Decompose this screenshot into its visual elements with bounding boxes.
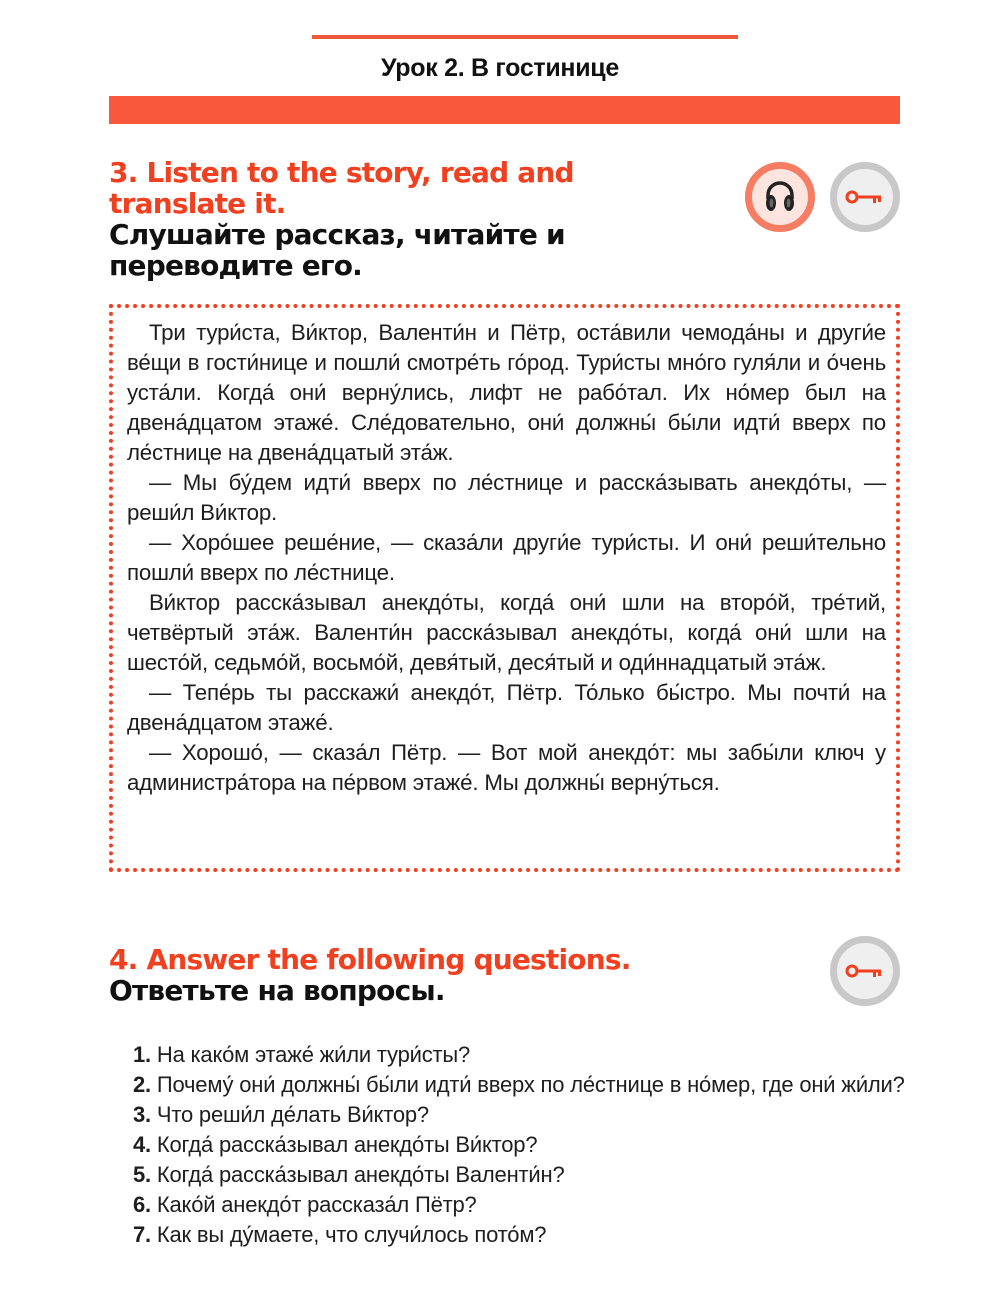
- questions-list: [109, 1040, 909, 1250]
- exercise-4-title-en: 4. Answer the following questions.: [109, 943, 631, 976]
- key-icon: [845, 187, 885, 207]
- question-number: 1.: [133, 1042, 151, 1067]
- question-item: [109, 1130, 909, 1160]
- story-paragraph: — Хорошо́, — сказа́л Пётр. — Вот мой анекдо́т: мы забы́ли ключ у администра́тора на пе́рвом этаже́. Мы должны́ верну́ться.: [127, 740, 886, 795]
- answer-key-button[interactable]: [830, 936, 900, 1006]
- story-paragraph: Ви́ктор расска́зывал анекдо́ты, когда́ они́ шли на второ́й, тре́тий, четвёртый эта́ж. Валенти́н расска́зывал анекдо́ты, когда́ они́ шли на шесто́й, седьмо́й, восьмо́й, девя́тый, деся́тый и оди́ннадцатый эта́ж.: [127, 590, 886, 675]
- story-paragraph: Три тури́ста, Ви́ктор, Валенти́н и Пётр, оста́вили чемода́ны и други́е ве́щи в гости́нице и пошли́ смотре́ть го́род. Тури́сты мно́го гуля́ли и о́чень уста́ли. Когда́ они́ верну́лись, лифт не рабо́тал. Их но́мер был на двена́дцатом этаже́. Сле́довательно, они́ должны́ бы́ли идти́ вверх по ле́стнице на двена́дцатый эта́ж.: [127, 320, 886, 465]
- exercise-3-heading: [109, 157, 669, 281]
- lesson-title: Урок 2. В гостинице: [381, 54, 619, 82]
- key-icon: [845, 961, 885, 981]
- question-text: Почему́ они́ должны́ бы́ли идти́ вверх по ле́стнице в но́мер, где они́ жи́ли?: [156, 1072, 905, 1097]
- question-text: Когда́ расска́зывал анекдо́ты Ви́ктор?: [156, 1132, 538, 1157]
- top-rule: [312, 35, 738, 39]
- question-text: Како́й анекдо́т рассказа́л Пётр?: [156, 1192, 477, 1217]
- question-item: [109, 1160, 909, 1190]
- story-paragraph: — Мы бу́дем идти́ вверх по ле́стнице и расска́зывать анекдо́ты, — реши́л Ви́ктор.: [127, 470, 886, 525]
- story-text-box: [109, 304, 900, 872]
- exercise-4-heading: [109, 944, 769, 1006]
- story-paragraph: — Тепе́рь ты расскажи́ анекдо́т, Пётр. То́лько бы́стро. Мы почти́ на двена́дцатом этаже́.: [127, 680, 886, 735]
- headphones-icon: [762, 179, 798, 215]
- question-item: [109, 1040, 909, 1070]
- question-number: 3.: [133, 1102, 151, 1127]
- title-bar: [109, 96, 900, 124]
- exercise-3-title-en: 3. Listen to the story, read and translate it.: [109, 156, 574, 220]
- question-number: 2.: [133, 1072, 151, 1097]
- question-text: Как вы ду́маете, что случи́лось пото́м?: [156, 1222, 547, 1247]
- question-text: На како́м этаже́ жи́ли тури́сты?: [156, 1042, 471, 1067]
- question-text: Когда́ расска́зывал анекдо́ты Валенти́н?: [156, 1162, 565, 1187]
- question-number: 6.: [133, 1192, 151, 1217]
- exercise-3-title-ru: Слушайте рассказ, читайте и переводите его.: [109, 218, 565, 282]
- question-item: [109, 1220, 909, 1250]
- question-item: [109, 1100, 909, 1130]
- question-number: 4.: [133, 1132, 151, 1157]
- question-number: 5.: [133, 1162, 151, 1187]
- question-number: 7.: [133, 1222, 151, 1247]
- question-text: Что реши́л де́лать Ви́ктор?: [156, 1102, 429, 1127]
- story-paragraph: — Хоро́шее реше́ние, — сказа́ли други́е тури́сты. И они́ реши́тельно пошли́ вверх по ле́стнице.: [127, 530, 886, 585]
- exercise-4-title-ru: Ответьте на вопросы.: [109, 974, 445, 1007]
- answer-key-button[interactable]: [830, 162, 900, 232]
- question-item: [109, 1190, 909, 1220]
- audio-button[interactable]: [745, 162, 815, 232]
- question-item: [109, 1070, 909, 1100]
